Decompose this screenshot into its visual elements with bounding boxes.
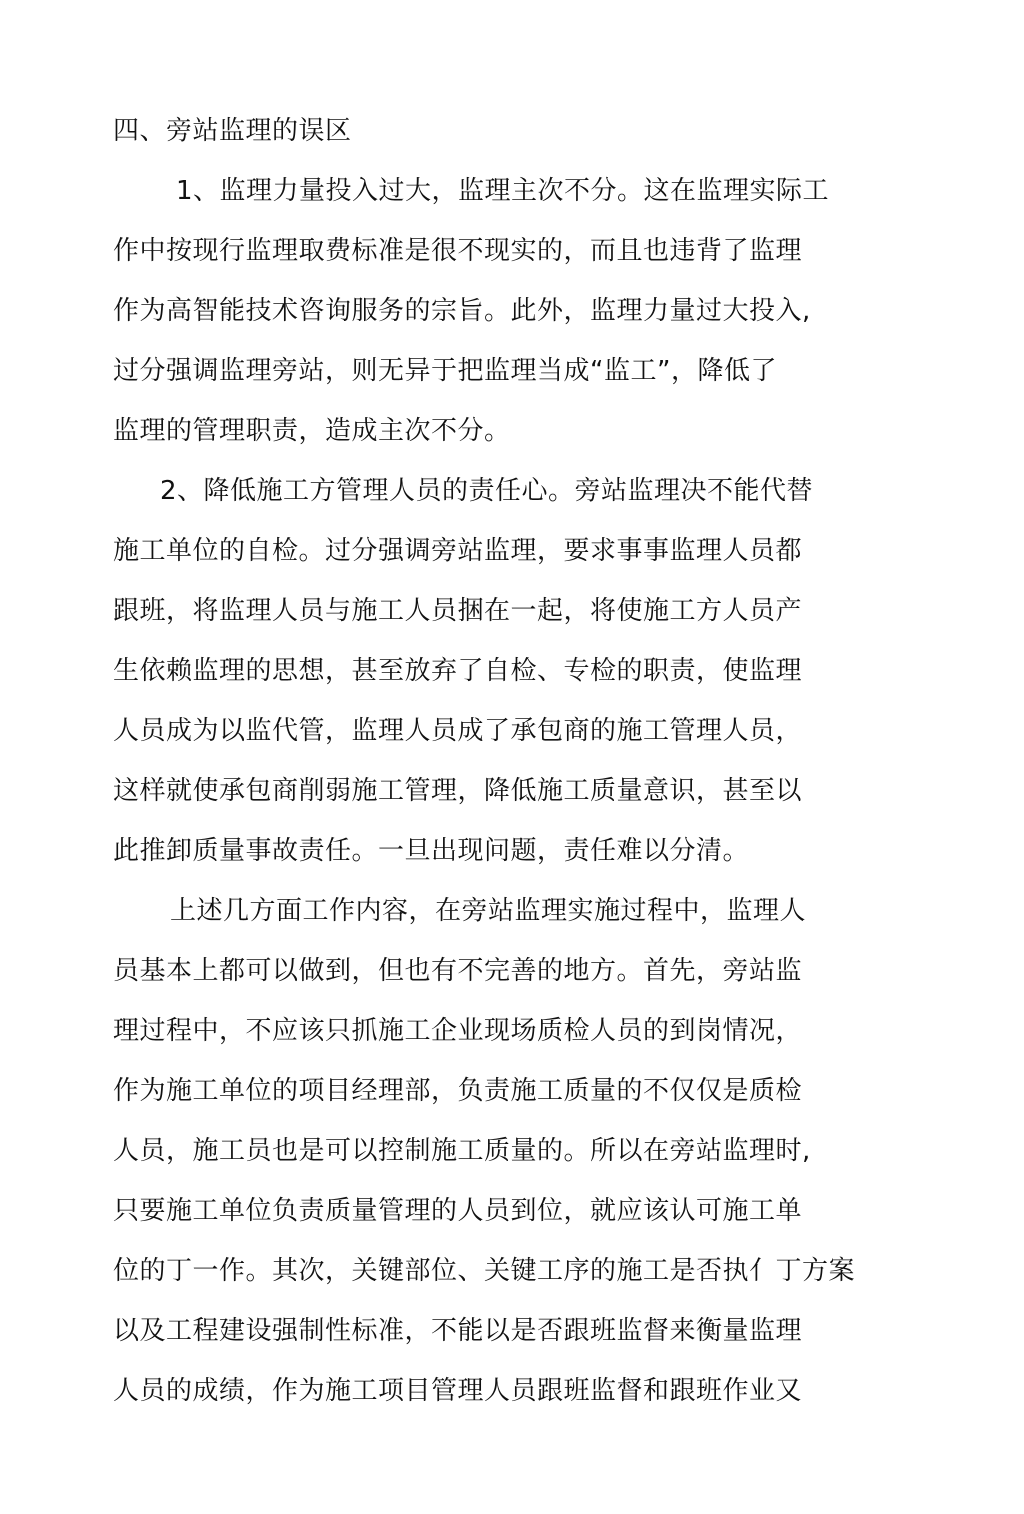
paragraph-line: 上述几方面工作内容，在旁站监理实施过程中，监理人: [170, 896, 807, 926]
paragraph-line: 理过程中，不应该只抓施工企业现场质检人员的到岗情况，: [113, 1016, 803, 1046]
paragraph-line: 2、降低施工方管理人员的责任心。旁站监理决不能代替: [160, 476, 814, 506]
paragraph-line: 此推卸质量事故责任。一旦出现问题，责任难以分清。: [113, 836, 750, 866]
paragraph-line: 员基本上都可以做到，但也有不完善的地方。首先，旁站监: [113, 956, 803, 986]
paragraph-line: 人员的成绩，作为施工项目管理人员跟班监督和跟班作业又: [113, 1376, 803, 1406]
paragraph-line: 跟班，将监理人员与施工人员捆在一起，将使施工方人员产: [113, 596, 803, 626]
section-heading: 四、旁站监理的误区: [113, 116, 352, 146]
paragraph-line: 只要施工单位负责质量管理的人员到位，就应该认可施工单: [113, 1196, 803, 1226]
paragraph-line: 这样就使承包商削弱施工管理，降低施工质量意识，甚至以: [113, 776, 803, 806]
paragraph-line: 施工单位的自检。过分强调旁站监理，要求事事监理人员都: [113, 536, 803, 566]
paragraph-line: 生依赖监理的思想，甚至放弃了自检、专检的职责，使监理: [113, 656, 803, 686]
paragraph-line: 作为高智能技术咨询服务的宗旨。此外，监理力量过大投入,: [113, 296, 811, 326]
paragraph-line: 人员成为以监代管，监理人员成了承包商的施工管理人员，: [113, 716, 803, 746]
paragraph-line: 人员，施工员也是可以控制施工质量的。所以在旁站监理时,: [113, 1136, 811, 1166]
paragraph-line: 作中按现行监理取费标准是很不现实的，而且也违背了监理: [113, 236, 803, 266]
paragraph-line: 1、监理力量投入过大，监理主次不分。这在监理实际工: [176, 176, 830, 206]
paragraph-line: 监理的管理职责，造成主次不分。: [113, 416, 511, 446]
paragraph-line: 过分强调监理旁站，则无异于把监理当成“监工”，降低了: [113, 356, 777, 386]
paragraph-line: 以及工程建设强制性标准，不能以是否跟班监督来衡量监理: [113, 1316, 803, 1346]
paragraph-line: 作为施工单位的项目经理部，负责施工质量的不仅仅是质检: [113, 1076, 803, 1106]
paragraph-line: 位的丁一作。其次，关键部位、关键工序的施工是否执亻丁方案: [113, 1256, 856, 1286]
